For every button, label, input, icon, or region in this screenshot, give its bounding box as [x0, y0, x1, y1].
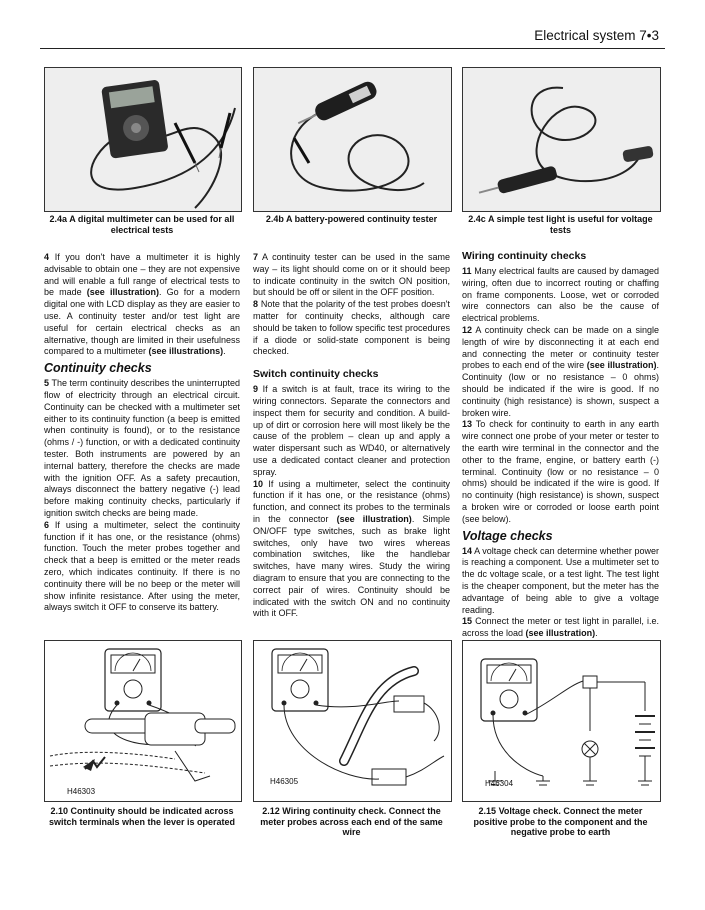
page-title: Electrical system 7•3	[534, 28, 659, 43]
heading-voltage-checks: Voltage checks	[462, 528, 553, 543]
heading-switch-continuity-checks: Switch continuity checks	[253, 368, 379, 381]
paragraph-9: 9 If a switch is at fault, trace its wiring to the wiring connectors. Separate the connectors and inspect them for security and condition. A build-up of dirt or corrosion here will most likely be the cause of the problem – clean up and apply a water dispersant such as WD40, or alternatively use a dedicated contact cleaner and protection spray.	[253, 384, 450, 477]
paragraph-12: 12 A continuity check can be made on a single length of wire by disconnecting it at each end and connecting the meter or continuity tester probes to each end of the wire (see illustration). Continuity (low or no resistance – 0 ohms) should be indicated if the wire is good. If no continuity (high resistance) is shown, suspect a broken wire.	[462, 324, 659, 418]
figure-caption-2-15: 2.15 Voltage check. Connect the meter positive probe to the component and the negative probe to earth	[473, 806, 648, 837]
figure-caption-2-4c: 2.4c A simple test light is useful for voltage tests	[468, 214, 653, 235]
photo-test-light	[462, 67, 661, 212]
figure-caption-2-4a: 2.4a A digital multimeter can be used for all electrical tests	[49, 214, 235, 235]
heading-wiring-continuity-checks: Wiring continuity checks	[462, 250, 587, 262]
paragraph-7: 7 A continuity tester can be used in the same way – its light should come on or it should beep to indicate continuity in the switch ON position, but should be off or silent in the OFF position.	[253, 252, 450, 298]
test-light-illustration	[463, 68, 660, 211]
diagram-voltage-check	[462, 640, 661, 802]
paragraph-14: 14 A voltage check can determine whether power is reaching a component. Use a multimeter set to the dc voltage scale, or a test light. The test light is the cheaper component, but the meter has the advantage of being able to give a voltage reading.	[462, 545, 659, 615]
continuity-tester-illustration	[254, 68, 451, 211]
figure-code-h46305: H46305	[270, 777, 299, 786]
figure-caption-2-10: 2.10 Continuity should be indicated across switch terminals when the lever is operated	[48, 806, 236, 827]
meter-icon	[105, 649, 161, 711]
switch-continuity-drawing	[45, 641, 241, 801]
figure-code-h46303: H46303	[67, 787, 96, 796]
photo-digital-multimeter	[44, 67, 242, 212]
meter-icon	[272, 649, 328, 711]
text-column-1	[44, 252, 240, 614]
page-header	[40, 26, 665, 49]
paragraph-15: 15 Connect the meter or test light in parallel, i.e. across the load (see illustration).	[462, 616, 659, 639]
meter-icon	[481, 659, 537, 721]
photo-continuity-tester	[253, 67, 452, 212]
paragraph-5: 5 The term continuity describes the uninterrupted flow of electricity through an electrical circuit. Continuity can be checked with a multimeter set either to its continuity function (a beep is emitted when continuity is found), or to the resistance (ohms / -) function, or with a dedicated continuity tester. Both instruments are powered by an internal battery, therefore the checks are made with the ignition OFF. As a safety precaution, always disconnect the battery negative (-) lead before making continuity checks, particularly if ignition switch checks are being made.	[44, 378, 240, 518]
heading-continuity-checks: Continuity checks	[44, 361, 152, 376]
voltage-check-drawing	[463, 641, 660, 801]
paragraph-10: 10 If using a multimeter, select the continuity function if it has one, or the resistance (ohms) function, and connect its probes to the terminals in the connector (see illustration). Simple ON/OFF type switches, such as brake light switches, only have two wires whereas combination switches, like the handlebar switches, have many wires. Study the wiring diagram to ensure that you are connecting to the correct pair of wires. Continuity should be indicated with the switch ON and no continuity with it OFF.	[253, 478, 451, 619]
text-column-2	[253, 252, 450, 620]
text-column-3	[462, 250, 659, 640]
diagram-switch-continuity	[44, 640, 242, 802]
paragraph-13: 13 To check for continuity to earth in any earth wire connect one probe of your meter or tester to the earth wire terminal in the connector and the other to the frame, engine, or battery earth (-) terminal. Continuity (low or no resistance – 0 ohms) should be indicated if the wire is good. If no continuity (high resistance) is shown, suspect a broken wire or corroded or loose earth point (see below).	[462, 419, 659, 524]
paragraph-11: 11 Many electrical faults are caused by damaged wiring, often due to incorrect routing or chaffing on frame components. Loose, wet or corroded wire connectors can also be the cause of electrical problems.	[462, 266, 659, 324]
multimeter-illustration	[45, 68, 241, 211]
figure-caption-2-12: 2.12 Wiring continuity check. Connect the meter probes across each end of the same wire	[260, 806, 443, 837]
paragraph-4: 4 If you don't have a multimeter it is highly advisable to obtain one – they are not expensive and will enable a full range of electrical tests to be made (see illustration). Go for a modern digital one with LCD display as they are easier to use. A continuity tester and/or test light are useful for certain electrical checks as an alternative, though are limited in their usefulness compared to a multimeter (see illustrations).	[44, 252, 241, 357]
figure-caption-2-4b: 2.4b A battery-powered continuity tester	[265, 214, 438, 224]
diagram-wiring-continuity	[253, 640, 452, 802]
figure-code-h46304: H46304	[485, 779, 514, 788]
paragraph-6: 6 If using a multimeter, select the continuity function if it has one, or the resistance (ohms) function. Touch the meter probes together and check that a beep is emitted or the meter reads zero, which indicates continuity. If there is no continuity there will be no beep or the meter will show infinite resistance. After using the meter, always switch it OFF to conserve its battery.	[44, 519, 240, 613]
paragraph-8: 8 Note that the polarity of the test probes doesn't matter for continuity checks, although care should be taken to follow specific test procedures if a diode or solid-state component is being checked.	[253, 299, 450, 357]
